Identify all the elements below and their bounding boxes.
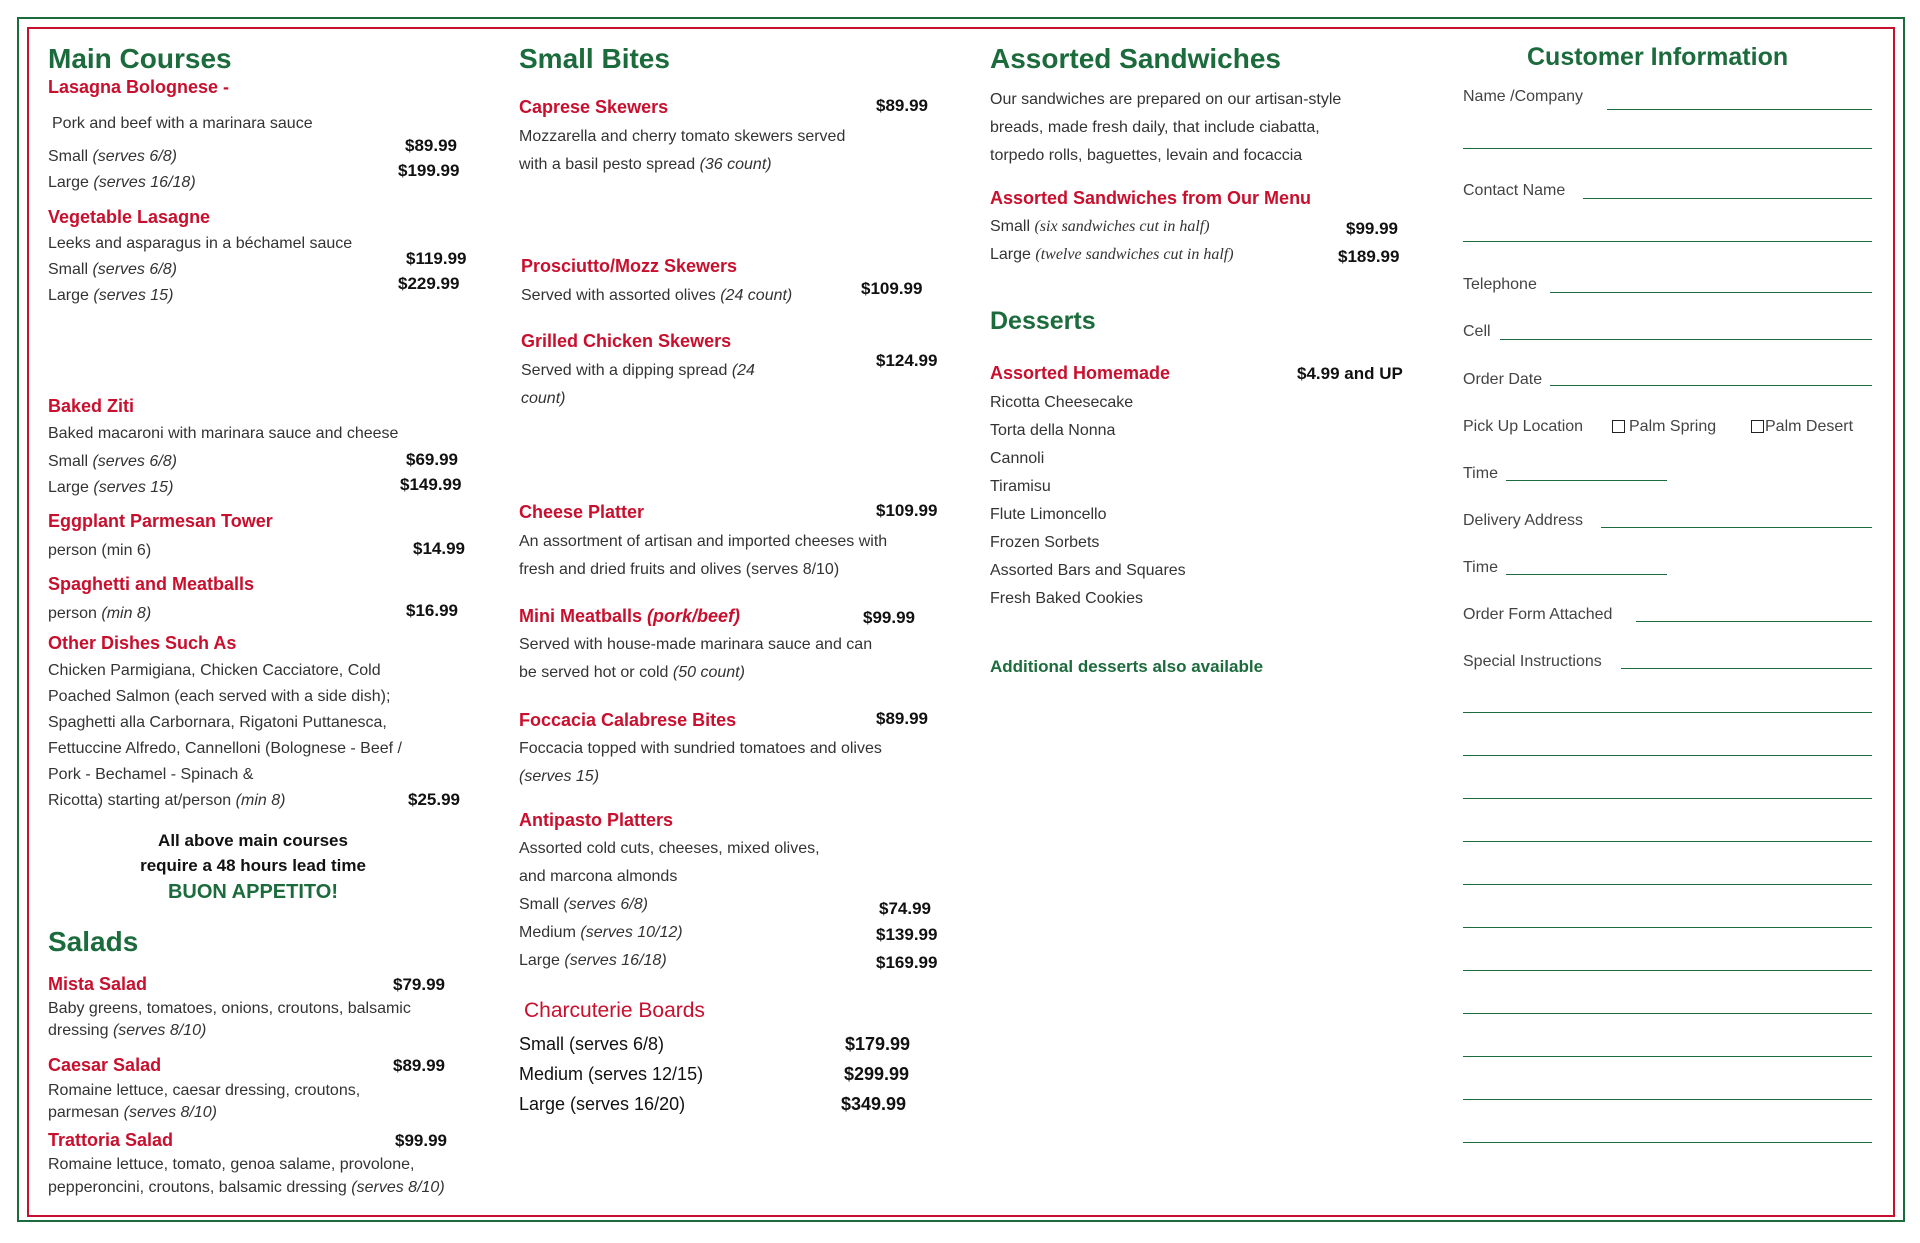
palm-desert-option[interactable] xyxy=(1751,418,1853,436)
baked-ziti-small-price: $69.99 xyxy=(406,450,458,469)
grilled-chicken-desc xyxy=(521,357,755,413)
other-line: Pork - Bechamel - Spinach & xyxy=(48,766,254,783)
dessert-item: Tiramisu xyxy=(990,478,1051,495)
order-form-field[interactable] xyxy=(1636,621,1872,622)
caesar-line2: parmesan (serves 8/10) xyxy=(48,1104,217,1121)
buon-appetito: BUON APPETITO! xyxy=(167,881,338,903)
salads-heading: Salads xyxy=(48,926,139,957)
charcuterie-title: Charcuterie Boards xyxy=(524,999,705,1022)
time-field[interactable] xyxy=(1506,480,1667,481)
lead-time-note xyxy=(63,828,443,905)
lasagna-large-price: $199.99 xyxy=(398,161,460,180)
caesar-title: Caesar Salad xyxy=(48,1055,162,1075)
trattoria-price: $99.99 xyxy=(395,1131,447,1150)
mista-desc xyxy=(48,998,411,1042)
grilled-chicken-price: $124.99 xyxy=(876,351,938,370)
other-line-last: Ricotta) starting at/person (min 8) xyxy=(48,792,286,809)
sandwiches-small: Small (six sandwiches cut in half) xyxy=(990,218,1210,235)
sandwiches-intro-line: torpedo rolls, baguettes, levain and focaccia xyxy=(990,147,1303,164)
antipasto-large: Large (serves 16/18) xyxy=(519,952,667,969)
spaghetti-title: Spaghetti and Meatballs xyxy=(48,574,255,594)
delivery-time-label: Time xyxy=(1463,559,1498,576)
mista-price: $79.99 xyxy=(393,975,445,994)
desserts-list xyxy=(990,389,1186,613)
name-company-field[interactable] xyxy=(1607,109,1872,110)
special-instructions-line[interactable] xyxy=(1463,755,1872,756)
meatballs-title: Mini Meatballs (pork/beef) xyxy=(519,606,741,626)
dessert-item: Fresh Baked Cookies xyxy=(990,590,1143,607)
customer-info-heading: Customer Information xyxy=(1527,43,1789,71)
telephone-label: Telephone xyxy=(1463,276,1537,293)
order-form-label: Order Form Attached xyxy=(1463,606,1613,623)
caesar-line1: Romaine lettuce, caesar dressing, croutons, xyxy=(48,1082,361,1099)
trattoria-line2: pepperoncini, croutons, balsamic dressing (serves 8/10) xyxy=(48,1179,445,1196)
meatballs-line2: be served hot or cold (50 count) xyxy=(519,664,745,681)
eggplant-desc: person (min 6) xyxy=(48,542,152,559)
contact-name-label: Contact Name xyxy=(1463,182,1566,199)
antipasto-small-price: $74.99 xyxy=(879,899,931,918)
delivery-address-label: Delivery Address xyxy=(1463,512,1584,529)
time-label: Time xyxy=(1463,465,1498,482)
special-instructions-line[interactable] xyxy=(1463,927,1872,928)
lasagna-small: Small (serves 6/8) xyxy=(48,148,177,165)
veg-lasagne-small: Small (serves 6/8) xyxy=(48,261,177,278)
main-courses-heading: Main Courses xyxy=(48,43,232,74)
veg-lasagne-title: Vegetable Lasagne xyxy=(48,207,211,227)
sandwiches-large: Large (twelve sandwiches cut in half) xyxy=(990,246,1234,263)
veg-lasagne-large-price: $229.99 xyxy=(398,274,460,293)
antipasto-large-price: $169.99 xyxy=(876,953,938,972)
special-instructions-line[interactable] xyxy=(1463,1013,1872,1014)
order-date-field[interactable] xyxy=(1550,385,1872,386)
antipasto-line1: Assorted cold cuts, cheeses, mixed olives, xyxy=(519,840,820,857)
baked-ziti-large-price: $149.99 xyxy=(400,475,462,494)
special-instructions-line[interactable] xyxy=(1463,1142,1872,1143)
sandwiches-intro-line: breads, made fresh daily, that include ciabatta, xyxy=(990,119,1320,136)
lasagna-small-price: $89.99 xyxy=(405,136,457,155)
caprese-title: Caprese Skewers xyxy=(519,97,669,117)
foccacia-line2: (serves 15) xyxy=(519,768,600,785)
baked-ziti-title: Baked Ziti xyxy=(48,396,135,416)
other-dishes-price: $25.99 xyxy=(408,790,460,809)
contact-name-field[interactable] xyxy=(1583,198,1872,199)
veg-lasagne-small-price: $119.99 xyxy=(406,249,467,268)
caprese-line1: Mozzarella and cherry tomato skewers served xyxy=(519,128,846,145)
charcuterie-small: Small (serves 6/8) xyxy=(519,1034,665,1054)
special-instructions-label: Special Instructions xyxy=(1463,653,1602,670)
other-dishes-title: Other Dishes Such As xyxy=(48,633,237,653)
antipasto-title: Antipasto Platters xyxy=(519,810,674,830)
caesar-price: $89.99 xyxy=(393,1056,445,1075)
baked-ziti-large: Large (serves 15) xyxy=(48,479,174,496)
sandwiches-intro-line: Our sandwiches are prepared on our artisan-style xyxy=(990,91,1342,108)
caesar-desc xyxy=(48,1080,360,1124)
lead-time-line1: All above main courses xyxy=(158,831,348,850)
charcuterie-large: Large (serves 16/20) xyxy=(519,1094,686,1114)
cheese-line1: An assortment of artisan and imported cheeses with xyxy=(519,533,888,550)
other-line: Fettuccine Alfredo, Cannelloni (Bolognese - Beef / xyxy=(48,740,402,757)
palm-desert-checkbox[interactable] xyxy=(1751,420,1764,433)
sandwiches-intro xyxy=(990,86,1341,170)
special-instructions-line[interactable] xyxy=(1463,841,1872,842)
antipasto-medium: Medium (serves 10/12) xyxy=(519,924,683,941)
mista-title: Mista Salad xyxy=(48,974,148,994)
special-instructions-line[interactable] xyxy=(1463,1099,1872,1100)
delivery-address-field[interactable] xyxy=(1601,527,1872,528)
sandwiches-large-price: $189.99 xyxy=(1338,247,1400,266)
dessert-item: Ricotta Cheesecake xyxy=(990,394,1134,411)
desserts-heading: Desserts xyxy=(990,307,1096,335)
eggplant-title: Eggplant Parmesan Tower xyxy=(48,511,273,531)
palm-spring-checkbox[interactable] xyxy=(1612,420,1625,433)
sandwiches-heading: Assorted Sandwiches xyxy=(990,43,1281,74)
baked-ziti-desc: Baked macaroni with marinara sauce and cheese xyxy=(48,425,399,442)
dessert-item: Assorted Bars and Squares xyxy=(990,562,1186,579)
charcuterie-medium: Medium (serves 12/15) xyxy=(519,1064,704,1084)
cheese-title: Cheese Platter xyxy=(519,502,645,522)
sandwiches-menu-title: Assorted Sandwiches from Our Menu xyxy=(990,188,1312,208)
dessert-item: Flute Limoncello xyxy=(990,506,1107,523)
palm-spring-label: Palm Spring xyxy=(1629,418,1717,435)
trattoria-desc xyxy=(48,1153,445,1199)
prosciutto-title: Prosciutto/Mozz Skewers xyxy=(521,256,738,276)
antipasto-small: Small (serves 6/8) xyxy=(519,896,648,913)
foccacia-title: Foccacia Calabrese Bites xyxy=(519,710,737,730)
baked-ziti-small: Small (serves 6/8) xyxy=(48,453,177,470)
name-company-label: Name /Company xyxy=(1463,88,1584,105)
other-dishes-desc xyxy=(48,658,402,814)
charcuterie-medium-price: $299.99 xyxy=(844,1064,910,1084)
trattoria-line1: Romaine lettuce, tomato, genoa salame, provolone, xyxy=(48,1156,415,1173)
meatballs-line1: Served with house-made marinara sauce and can xyxy=(519,636,873,653)
prosciutto-desc: Served with assorted olives (24 count) xyxy=(521,287,793,304)
dessert-item: Cannoli xyxy=(990,450,1045,467)
grilled-chicken-line1: Served with a dipping spread (24 xyxy=(521,362,755,379)
mista-line2: dressing (serves 8/10) xyxy=(48,1022,207,1039)
other-line: Poached Salmon (each served with a side dish); xyxy=(48,688,391,705)
special-instructions-line[interactable] xyxy=(1463,1056,1872,1057)
meatballs-price: $99.99 xyxy=(863,608,915,627)
contact-name-field-2[interactable] xyxy=(1463,241,1872,242)
desserts-price: $4.99 and UP xyxy=(1297,364,1403,383)
veg-lasagne-desc: Leeks and asparagus in a béchamel sauce xyxy=(48,235,353,252)
lead-time-line2: require a 48 hours lead time xyxy=(140,856,366,875)
cell-field[interactable] xyxy=(1500,339,1872,340)
grilled-chicken-title: Grilled Chicken Skewers xyxy=(521,331,732,351)
caprese-price: $89.99 xyxy=(876,96,928,115)
special-instructions-line[interactable] xyxy=(1463,798,1872,799)
foccacia-desc xyxy=(519,735,882,791)
pickup-location-label: Pick Up Location xyxy=(1463,418,1584,435)
caprese-line2: with a basil pesto spread (36 count) xyxy=(519,156,772,173)
special-instructions-line[interactable] xyxy=(1463,970,1872,971)
palm-spring-option[interactable] xyxy=(1612,418,1716,436)
desserts-note: Additional desserts also available xyxy=(990,657,1264,676)
veg-lasagne-large: Large (serves 15) xyxy=(48,287,174,304)
charcuterie-large-price: $349.99 xyxy=(841,1094,907,1114)
name-company-field-2[interactable] xyxy=(1463,148,1872,149)
trattoria-title: Trattoria Salad xyxy=(48,1130,174,1150)
sandwiches-small-price: $99.99 xyxy=(1346,219,1398,238)
eggplant-price: $14.99 xyxy=(413,539,465,558)
mista-line1: Baby greens, tomatoes, onions, croutons, balsamic xyxy=(48,1000,411,1017)
antipasto-line2: and marcona almonds xyxy=(519,868,678,885)
foccacia-line1: Foccacia topped with sundried tomatoes and olives xyxy=(519,740,882,757)
foccacia-price: $89.99 xyxy=(876,709,928,728)
cheese-line2: fresh and dried fruits and olives (serves 8/10) xyxy=(519,561,840,578)
delivery-time-field[interactable] xyxy=(1506,574,1667,575)
other-line: Spaghetti alla Carbornara, Rigatoni Puttanesca, xyxy=(48,714,387,731)
cheese-desc xyxy=(519,528,887,584)
special-instructions-line[interactable] xyxy=(1463,712,1872,713)
caprese-desc xyxy=(519,123,845,179)
spaghetti-desc: person (min 8) xyxy=(48,605,152,622)
meatballs-desc xyxy=(519,631,872,687)
dessert-item: Frozen Sorbets xyxy=(990,534,1100,551)
grilled-chicken-line2: count) xyxy=(521,390,566,407)
lasagna-desc: Pork and beef with a marinara sauce xyxy=(52,115,313,132)
spaghetti-price: $16.99 xyxy=(406,601,458,620)
antipasto-medium-price: $139.99 xyxy=(876,925,938,944)
order-date-label: Order Date xyxy=(1463,371,1543,388)
other-line: Chicken Parmigiana, Chicken Cacciatore, Cold xyxy=(48,662,381,679)
special-instructions-line[interactable] xyxy=(1463,884,1872,885)
prosciutto-price: $109.99 xyxy=(861,279,923,298)
cell-label: Cell xyxy=(1463,323,1491,340)
charcuterie-small-price: $179.99 xyxy=(845,1034,911,1054)
dessert-item: Torta della Nonna xyxy=(990,422,1116,439)
desserts-title: Assorted Homemade xyxy=(990,363,1171,383)
small-bites-heading: Small Bites xyxy=(519,43,670,74)
cheese-price: $109.99 xyxy=(876,501,938,520)
antipasto-desc xyxy=(519,835,820,975)
lasagna-title: Lasagna Bolognese - xyxy=(48,77,230,97)
special-instructions-field[interactable] xyxy=(1621,668,1872,669)
palm-desert-label: Palm Desert xyxy=(1765,418,1854,435)
lasagna-large: Large (serves 16/18) xyxy=(48,174,196,191)
telephone-field[interactable] xyxy=(1550,292,1872,293)
